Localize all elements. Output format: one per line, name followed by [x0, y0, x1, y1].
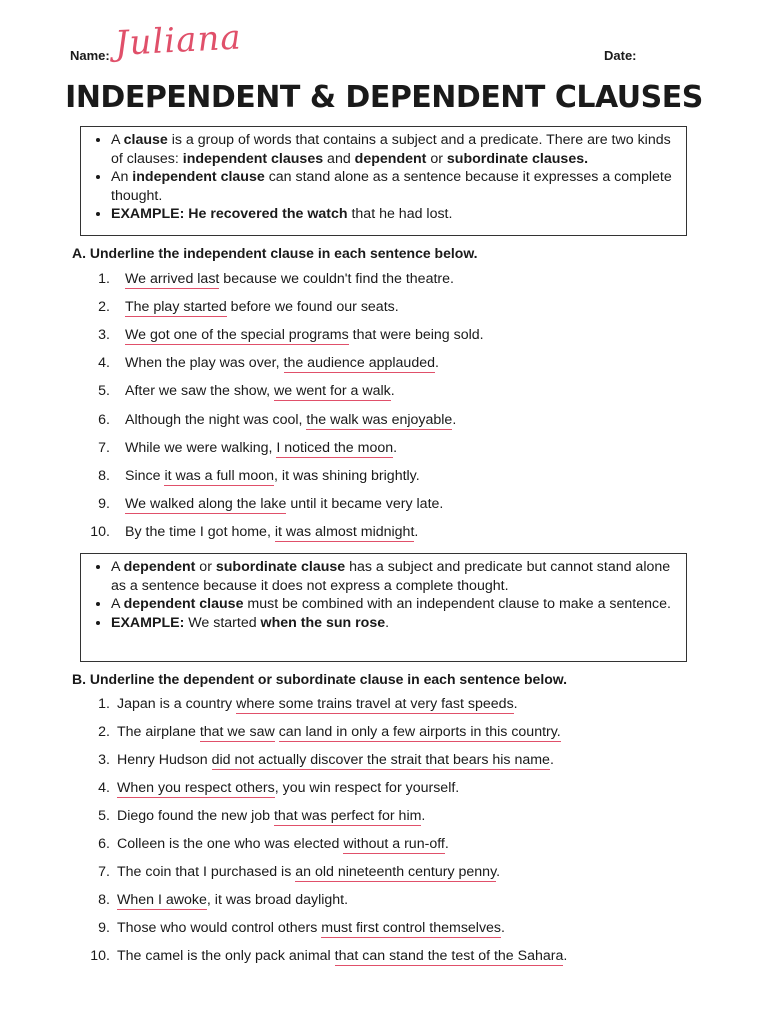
underlined-clause: an old nineteenth century penny: [295, 864, 497, 880]
sentence-fragment: , it was shining brightly.: [274, 467, 420, 484]
underlined-clause: the audience applauded: [283, 355, 435, 372]
sentence-text: [125, 494, 443, 514]
item-number: 1.: [98, 696, 110, 712]
sentence-fragment: Colleen is the one who was elected: [117, 836, 344, 852]
sentence-fragment: .: [549, 752, 554, 768]
underlined-clause: that we saw: [199, 724, 275, 740]
underlined-clause: When I awoke: [117, 892, 207, 908]
sentence-text: [117, 778, 459, 798]
sentence-text: [125, 269, 454, 289]
item-number: 9.: [98, 920, 110, 936]
sentence-fragment: until it became very late.: [286, 495, 444, 512]
handwritten-name: Juliana: [113, 17, 243, 64]
sentence-text: [125, 325, 484, 345]
sentence-fragment: Henry Hudson: [117, 752, 212, 768]
bullet-independent-example: • EXAMPLE: He recovered the watch that he had lost.: [111, 205, 676, 224]
sentence-fragment: , you win respect for yourself.: [274, 780, 460, 796]
sentence-text: [125, 297, 399, 317]
sentence-fragment: that were being sold.: [348, 327, 484, 344]
underlined-clause: that was perfect for him: [273, 808, 422, 824]
sentence-fragment: .: [444, 836, 449, 852]
bullet-clause-definition: • A clause is a group of words that contains a subject and a predicate. There are two kinds of clauses: independent clauses and dependent or subordinate clauses.: [111, 131, 676, 168]
sentence-text: [117, 750, 554, 770]
sentence-fragment: By the time I got home,: [125, 523, 275, 540]
sentence-text: [117, 722, 561, 742]
sentence-text: [117, 918, 505, 938]
bullet-dependent-usage: • A dependent clause must be combined with an independent clause to make a sentence.: [111, 595, 676, 614]
item-number: 10.: [90, 948, 110, 964]
item-number: 9.: [98, 495, 110, 512]
sentence-fragment: .: [435, 355, 439, 372]
sentence-fragment: Since: [125, 467, 165, 484]
sentence-fragment: .: [563, 948, 568, 964]
item-number: 4.: [98, 355, 110, 372]
sentence-fragment: .: [513, 696, 518, 712]
date-label: Date:: [604, 48, 637, 63]
sentence-fragment: Diego found the new job: [117, 808, 274, 824]
underlined-clause: where some trains travel at very fast speeds: [236, 696, 514, 712]
sentence-fragment: because we couldn't find the theatre.: [219, 271, 454, 287]
underlined-clause: the walk was enjoyable: [306, 411, 453, 428]
underlined-clause: I noticed the moon: [276, 439, 394, 456]
bullet-dependent-example: • EXAMPLE: We started when the sun rose.: [111, 614, 676, 633]
underlined-clause: that can stand the test of the Sahara: [334, 948, 564, 964]
sentence-text: [117, 862, 500, 882]
bullet-independent-definition: • An independent clause can stand alone as a sentence because it expresses a complete thought.: [111, 168, 676, 205]
item-number: 6.: [98, 411, 110, 428]
item-number: 8.: [98, 467, 110, 484]
item-number: 8.: [98, 892, 110, 908]
sentence-fragment: .: [414, 523, 419, 540]
underlined-clause: When you respect others: [117, 780, 275, 796]
sentence-fragment: .: [452, 411, 457, 428]
item-number: 3.: [98, 752, 110, 768]
underlined-clause: we went for a walk: [274, 383, 391, 400]
sentence-text: [125, 466, 420, 486]
item-number: 2.: [98, 724, 110, 740]
sentence-fragment: .: [496, 864, 501, 880]
item-number: 10.: [90, 523, 110, 540]
sentence-text: [117, 946, 567, 966]
sentence-fragment: Those who would control others: [117, 920, 322, 936]
sentence-fragment: Japan is a country: [117, 696, 237, 712]
sentence-fragment: The camel is the only pack animal: [117, 948, 335, 964]
underlined-clause: The play started: [125, 299, 227, 316]
sentence-text: [117, 890, 348, 910]
item-number: 7.: [98, 439, 110, 456]
underlined-clause: We walked along the lake: [125, 495, 287, 512]
sentence-text: [125, 522, 418, 542]
sentence-fragment: .: [421, 808, 426, 824]
sentence-fragment: .: [390, 383, 395, 400]
underlined-clause: did not actually discover the strait that bears his name: [211, 752, 550, 768]
sentence-text: [117, 694, 518, 714]
underlined-clause: without a run-off: [343, 836, 445, 852]
item-number: 2.: [98, 299, 110, 316]
sentence-fragment: The airplane: [117, 724, 200, 740]
sentence-fragment: While we were walking,: [125, 439, 277, 456]
item-number: 4.: [98, 780, 110, 796]
underlined-clause: it was a full moon: [164, 467, 275, 484]
sentence-fragment: .: [501, 920, 505, 936]
sentence-text: [117, 806, 425, 826]
definition-box-independent: [80, 126, 687, 236]
sentence-text: [125, 438, 397, 458]
item-number: 3.: [98, 327, 110, 344]
name-label: Name:: [70, 48, 110, 63]
bullet-dependent-definition: • A dependent or subordinate clause has a subject and predicate but cannot stand alone as a sentence because it does not express a complete thought.: [111, 558, 676, 595]
underlined-clause: We arrived last: [125, 271, 220, 287]
sentence-text: [125, 353, 439, 373]
sentence-text: [125, 410, 456, 430]
sentence-fragment: Although the night was cool,: [125, 411, 307, 428]
sentence-fragment: When the play was over,: [125, 355, 284, 372]
item-number: 7.: [98, 864, 110, 880]
sentence-fragment: The coin that I purchased is: [117, 864, 296, 880]
item-number: 5.: [98, 383, 110, 400]
item-number: 6.: [98, 836, 110, 852]
section-b-instructions: B. Underline the dependent or subordinate clause in each sentence below.: [72, 671, 568, 687]
sentence-text: [125, 381, 395, 401]
sentence-text: [117, 834, 449, 854]
definition-box-dependent: [80, 553, 687, 662]
underlined-clause: can land in only a few airports in this country.: [278, 724, 561, 740]
section-a-instructions: A. Underline the independent clause in each sentence below.: [72, 245, 478, 261]
underlined-clause: We got one of the special programs: [125, 327, 349, 344]
worksheet-title: INDEPENDENT & DEPENDENT CLAUSES: [65, 80, 703, 115]
item-number: 5.: [98, 808, 110, 824]
sentence-fragment: .: [393, 439, 398, 456]
item-number: 1.: [98, 271, 110, 287]
sentence-fragment: , it was broad daylight.: [206, 892, 349, 908]
sentence-fragment: before we found our seats.: [226, 299, 399, 316]
sentence-fragment: After we saw the show,: [125, 383, 275, 400]
underlined-clause: it was almost midnight: [274, 523, 415, 540]
underlined-clause: must first control themselves: [321, 920, 502, 936]
